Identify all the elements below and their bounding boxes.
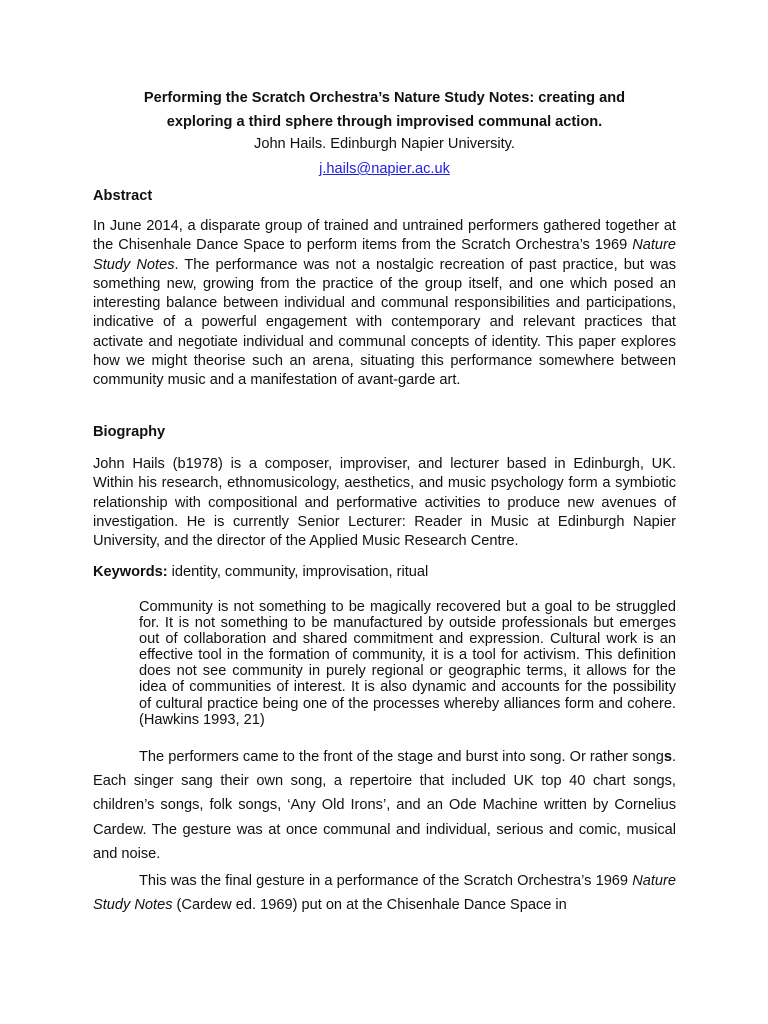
email-line [93,161,676,177]
author-email-link[interactable]: j.hails@napier.ac.uk [319,161,450,177]
title-line-1: Performing the Scratch Orchestra’s Nature Study Notes: creating and [143,90,626,106]
abstract-italic-title: Nature Study Notes [93,237,676,273]
paper-title [93,86,676,134]
block-quote: Community is not something to be magically recovered but a goal to be struggled for. It is not something to be manufactured by outside professionals but emerges out of collaboration and shared commitment and expression. Cultural work is an effective tool in the formation of community, it is a tool for activism. This definition does not see community in purely regional or geographic terms, it allows for the idea of communities of interest. It is also dynamic and accounts for the possibility of cultural practice being one of the processes whereby alliances form and cohere. (Hawkins 1993, 21) [139,599,676,728]
body-paragraph-1 [93,745,676,866]
abstract-paragraph [93,217,676,391]
body-p1-end: . Each singer sang their own song, a repertoire that included UK top 40 chart songs, children’s songs, folk songs, ‘Any Old Irons’, and an Ode Machine written by Cornelius Cardew. The gesture was at once communal and individual, serious and comic, musical and noise. [93,749,676,862]
keywords-label: Keywords: [93,564,168,580]
biography-paragraph: John Hails (b1978) is a composer, improviser, and lecturer based in Edinburgh, UK. Within his research, ethnomusicology, aesthetics, and music psychology form a symbiotic relationship with compositional and performative activities to produce new avenues of investigation. He is currently Senior Lecturer: Reader in Music at Edinburgh Napier University, and the director of the Applied Music Research Centre. [93,456,676,550]
author-line: John Hails. Edinburgh Napier University. [254,136,515,152]
body-p1-bold: s [663,749,672,765]
keywords-line [93,563,676,582]
body-p2-italic: Nature Study Notes [93,873,676,914]
abstract-text-end: . The performance was not a nostalgic recreation of past practice, but was something new, growing from the practice of the group itself, and one which posed an interesting balance between individual and communal responsibilities and participations, indicative of a powerful engagement with contemporary and relevant practices that activate and negotiate individual and communal concepts of identity. This paper explores how we might theorise such an arena, situating this performance somewhere between community music and a manifestation of avant-garde art. [93,256,676,389]
abstract-heading: Abstract [93,188,153,204]
keywords-text: identity, community, improvisation, ritual [167,564,429,580]
body-paragraph-2 [93,869,676,917]
body-p2-end: (Cardew ed. 1969) put on at the Chisenhale Dance Space in [172,897,567,914]
title-line-2: exploring a third sphere through improvised communal action. [166,114,603,130]
body-p2-start: This was the final gesture in a performance of the Scratch Orchestra’s 1969 [139,873,633,889]
abstract-text-start: In June 2014, a disparate group of trained and untrained performers gathered together at the Chisenhale Dance Space to perform items from the Scratch Orchestra’s 1969 [93,218,676,254]
biography-heading: Biography [93,424,166,440]
body-p1-start: The performers came to the front of the stage and burst into song. Or rather song [139,749,664,765]
